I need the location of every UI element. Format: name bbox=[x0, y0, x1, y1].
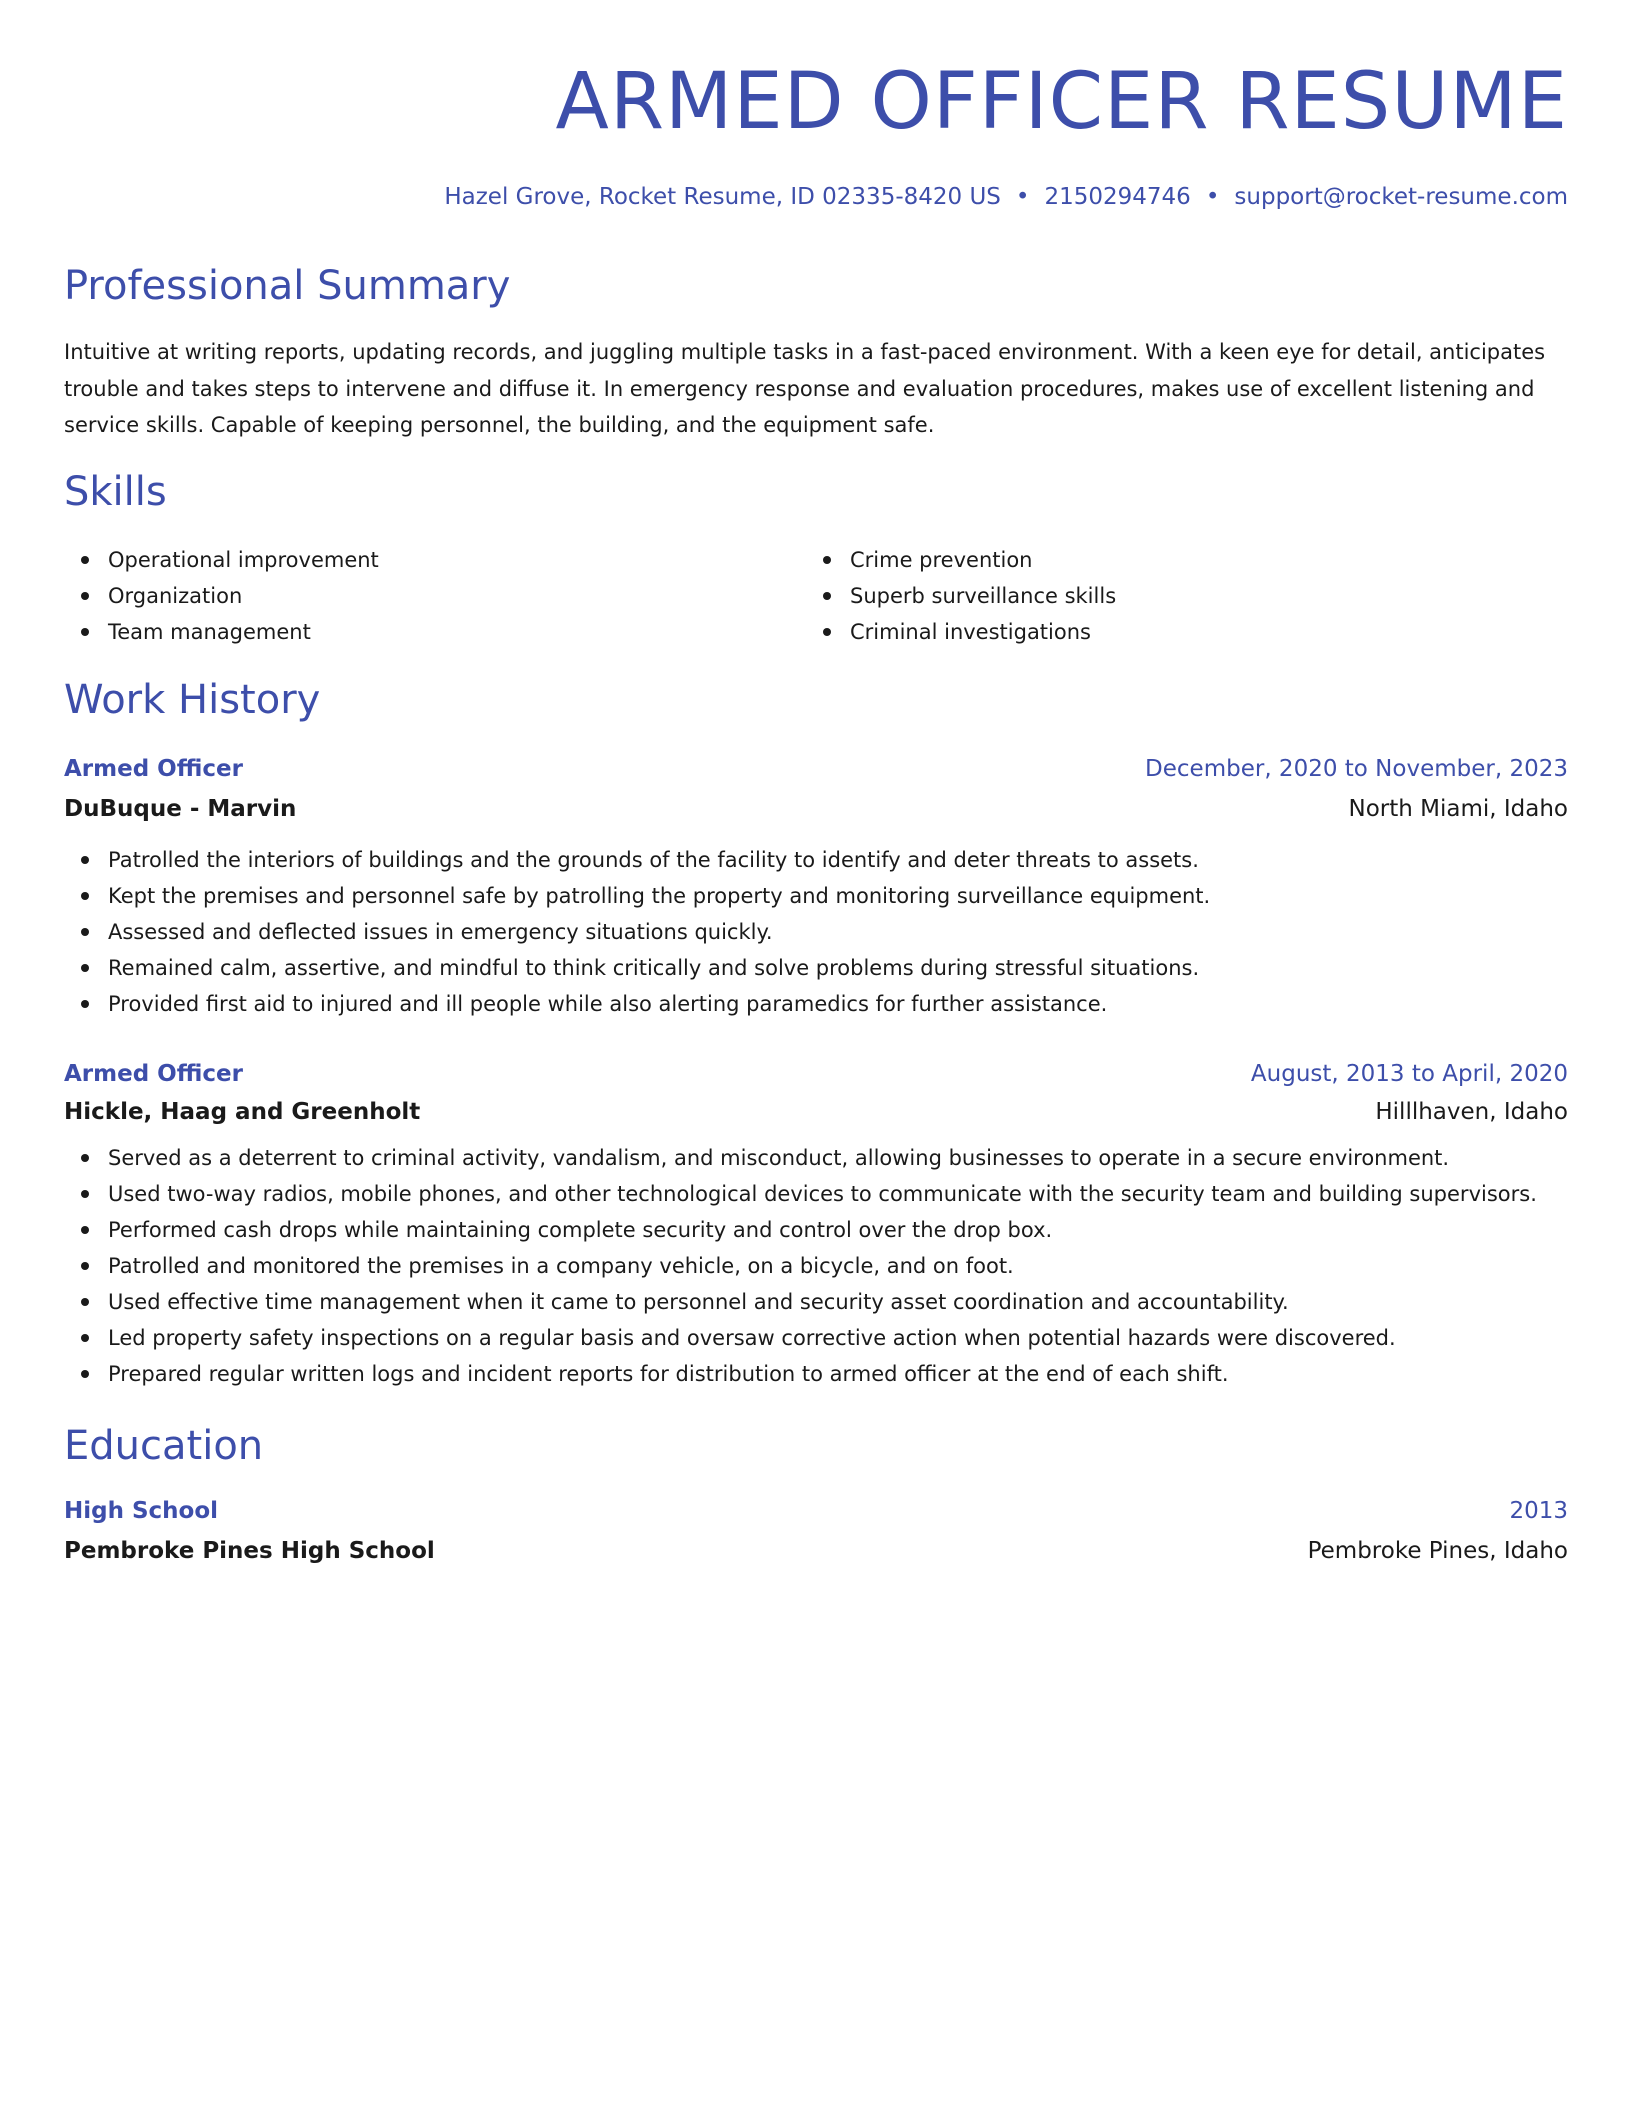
job-bullet: Remained calm, assertive, and mindful to think critically and solve problems during stressful situations. bbox=[64, 950, 1568, 986]
skill-item: Criminal investigations bbox=[806, 614, 1506, 650]
resume-page bbox=[64, 0, 1568, 2112]
graduation-year: 2013 bbox=[1509, 1498, 1568, 1524]
job-title: Armed Officer bbox=[64, 756, 243, 782]
job-bullet: Used two-way radios, mobile phones, and other technological devices to communicate with the security team and building supervisors. bbox=[64, 1176, 1568, 1212]
job-bullet: Kept the premises and personnel safe by patrolling the property and monitoring surveillance equipment. bbox=[64, 878, 1568, 914]
contact-address: Hazel Grove, Rocket Resume, ID 02335-8420 US bbox=[444, 184, 1001, 210]
job-bullet: Led property safety inspections on a regular basis and oversaw corrective action when potential hazards were discovered. bbox=[64, 1320, 1568, 1356]
contact-separator: • bbox=[1205, 184, 1220, 210]
job-bullets bbox=[64, 842, 1568, 1022]
company-name: DuBuque - Marvin bbox=[64, 796, 297, 822]
job-title: Armed Officer bbox=[64, 1061, 243, 1087]
job-bullet: Served as a deterrent to criminal activity, vandalism, and misconduct, allowing businesses to operate in a secure environment. bbox=[64, 1140, 1568, 1176]
job-dates: August, 2013 to April, 2020 bbox=[1250, 1061, 1568, 1087]
job-bullet: Provided first aid to injured and ill people while also alerting paramedics for further assistance. bbox=[64, 986, 1568, 1022]
education-heading: Education bbox=[64, 1423, 264, 1469]
education-school bbox=[64, 1534, 1568, 1568]
job-bullet: Patrolled the interiors of buildings and the grounds of the facility to identify and deter threats to assets. bbox=[64, 842, 1568, 878]
job-location: North Miami, Idaho bbox=[1348, 796, 1568, 822]
job-dates: December, 2020 to November, 2023 bbox=[1145, 756, 1568, 782]
job-bullet: Patrolled and monitored the premises in a company vehicle, on a bicycle, and on foot. bbox=[64, 1248, 1568, 1284]
job-employer bbox=[64, 1095, 1568, 1129]
skill-item: Crime prevention bbox=[806, 542, 1506, 578]
job-bullet: Assessed and deflected issues in emergency situations quickly. bbox=[64, 914, 1568, 950]
skills-list-right bbox=[806, 542, 1506, 650]
company-name: Hickle, Haag and Greenholt bbox=[64, 1099, 421, 1125]
degree-name: High School bbox=[64, 1498, 219, 1524]
contact-line bbox=[444, 180, 1568, 214]
job-employer bbox=[64, 792, 1568, 826]
contact-phone[interactable]: 2150294746 bbox=[1044, 184, 1191, 210]
summary-text: Intuitive at writing reports, updating records, and juggling multiple tasks in a fast-paced environment. With a keen eye for detail, anticipates trouble and takes steps to intervene and diffuse it. In emergency response and evaluation procedures, makes use of excellent listening and service skills. Capable of keeping personnel, the building, and the equipment safe. bbox=[64, 340, 1546, 437]
school-name: Pembroke Pines High School bbox=[64, 1538, 435, 1564]
job-bullet: Used effective time management when it came to personnel and security asset coordination and accountability. bbox=[64, 1284, 1568, 1320]
resume-title: ARMED OFFICER RESUME bbox=[555, 57, 1568, 147]
skill-item: Superb surveillance skills bbox=[806, 578, 1506, 614]
job-header bbox=[64, 752, 1568, 786]
job-bullet: Prepared regular written logs and incident reports for distribution to armed officer at the end of each shift. bbox=[64, 1356, 1568, 1392]
job-bullets bbox=[64, 1140, 1568, 1392]
job-header bbox=[64, 1057, 1568, 1091]
summary-heading: Professional Summary bbox=[64, 263, 511, 309]
contact-email[interactable]: support@rocket-resume.com bbox=[1234, 184, 1568, 210]
contact-separator: • bbox=[1015, 184, 1030, 210]
skills-heading: Skills bbox=[64, 469, 167, 515]
job-location: Hilllhaven, Idaho bbox=[1375, 1099, 1568, 1125]
education-header bbox=[64, 1494, 1568, 1528]
school-location: Pembroke Pines, Idaho bbox=[1307, 1538, 1568, 1564]
work-history-heading: Work History bbox=[64, 677, 321, 723]
skills-list-left bbox=[64, 542, 764, 650]
skill-item: Organization bbox=[64, 578, 764, 614]
skill-item: Team management bbox=[64, 614, 764, 650]
skill-item: Operational improvement bbox=[64, 542, 764, 578]
job-bullet: Performed cash drops while maintaining complete security and control over the drop box. bbox=[64, 1212, 1568, 1248]
